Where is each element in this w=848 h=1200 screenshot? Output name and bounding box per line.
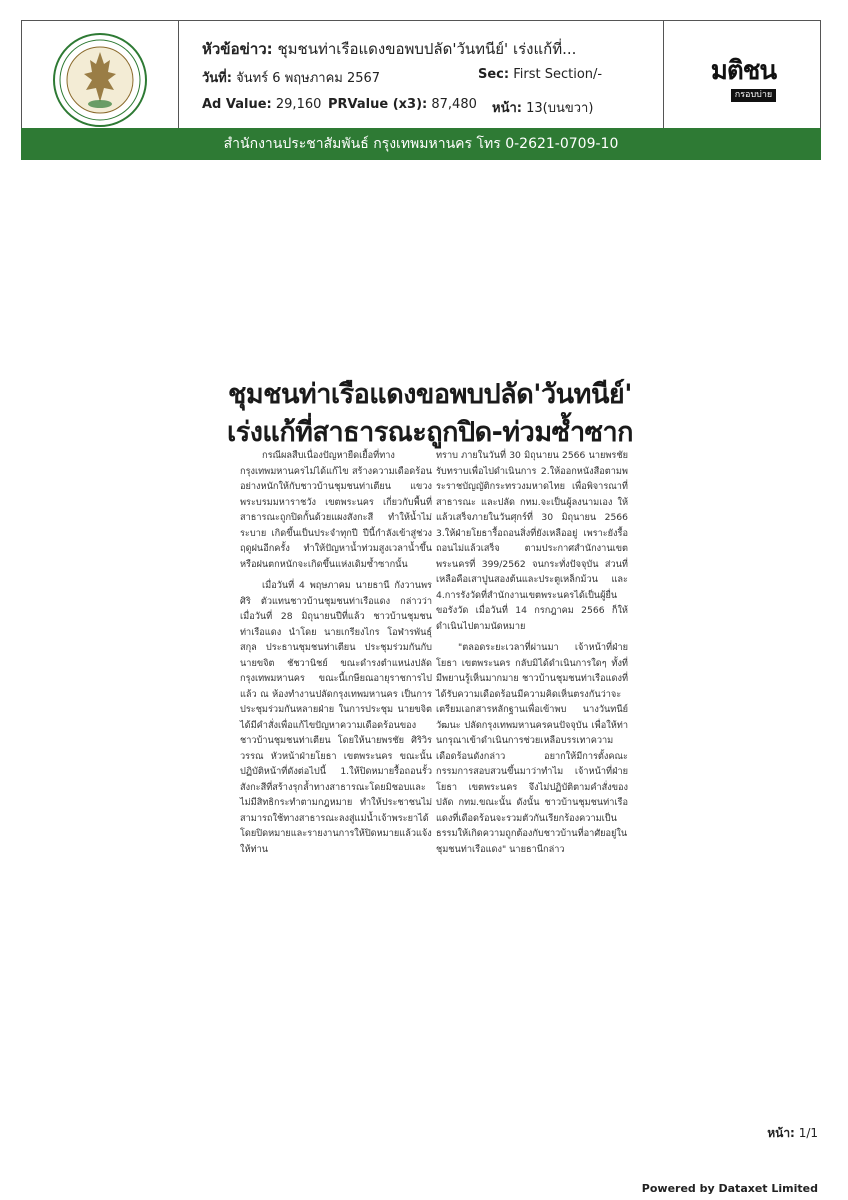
date-value: จันทร์ 6 พฤษภาคม 2567 xyxy=(236,71,381,86)
page-label: หน้า: xyxy=(492,101,522,116)
bma-seal-icon xyxy=(50,30,150,130)
article-column-right xyxy=(436,448,628,863)
publication-cell xyxy=(665,21,822,139)
publication-name: มติชน xyxy=(710,56,777,86)
article-paragraph: กรณีผลสืบเนื่องปัญหายืดเยื้อที่ทางกรุงเทพมหานครไม่ได้แก้ไข สร้างความเดือดร้อนอย่างหนักให้กับชาวบ้านชุมชนท่าเตียน แขวงพระบรมมหาราชวัง เขตพระนคร เกี่ยวกับพื้นที่สาธารณะถูกปิดกั้นด้วยแผงสังกะสี ทำให้น้ำไม่ระบาย เกิดขึ้นเป็นประจำทุกปี ปีนี้กำลังเข้าสู่ช่วงฤดูฝนอีกครั้ง ทำให้ปัญหาน้ำท่วมสูงเวลาน้ำขึ้นหรือฝนตกหนักจะเกิดขึ้นแห่งเดิมซ้ำซากนั้น xyxy=(240,450,432,570)
footer-page-label: หน้า: xyxy=(767,1126,795,1140)
article-headline-line-1: ชุมชนท่าเรือแดงขอพบปลัด'วันทนีย์' xyxy=(228,379,632,410)
date-label: วันที่: xyxy=(202,71,232,86)
footer-page-value: 1/1 xyxy=(798,1126,818,1140)
footer-page-count xyxy=(767,1124,818,1143)
pr-value-row xyxy=(328,97,477,112)
ad-value-row xyxy=(202,97,321,112)
bma-seal-cell xyxy=(22,21,179,139)
pr-value: 87,480 xyxy=(431,97,477,112)
ad-value: 29,160 xyxy=(275,97,322,112)
pr-value-label: PRValue (x3): xyxy=(328,97,428,112)
publication-logo xyxy=(711,58,776,102)
section-row xyxy=(478,67,602,82)
date-row xyxy=(202,67,380,88)
powered-by-text: Powered by Dataxet Limited xyxy=(641,1182,818,1195)
article-paragraph: "ตลอดระยะเวลาที่ผ่านมา เจ้าหน้าที่ฝ่ายโยธา เขตพระนคร กลับมิได้ดำเนินการใดๆ ทั้งที่มีพยานรู้เห็นมากมาย ชาวบ้านชุมชนท่าเรือแดงที่ได้รับความเดือดร้อนมีความคิดเห็นตรงกันว่าจะเตรียมเอกสารหลักฐานเพื่อเข้าพบ นางวันทนีย์ วัฒนะ ปลัดกรุงเทพมหานครคนปัจจุบัน เพื่อให้ท่านกรุณาเข้าดำเนินการช่วยเหลือบรรเทาความเดือดร้อนดังกล่าว อยากให้มีการตั้งคณะกรรมการสอบสวนขึ้นมาว่าทำไม เจ้าหน้าที่ฝ่ายโยธา เขตพระนคร จึงไม่ปฏิบัติตามคำสั่งของปลัด กทม.ขณะนั้น ดังนั้น ชาวบ้านชุมชนท่าเรือแดงที่เดือดร้อนจะรวมตัวกันเรียกร้องความเป็นธรรมให้เกิดความถูกต้องกับชาวบ้านที่อาศัยอยู่ในชุมชนท่าเรือแดง" นายธานีกล่าว xyxy=(436,642,628,855)
page-row xyxy=(492,97,593,118)
article-paragraph: เมื่อวันที่ 4 พฤษภาคม นายธานี กังวานพรศิริ ตัวแทนชาวบ้านชุมชนท่าเรือแดง กล่าวว่า เมื่อวันที่ 28 มิถุนายนปีที่แล้ว ชาวบ้านชุมชนท่าเรือแดง นำโดย นายเกรียงไกร โอฬารพันธุ์สกุล ประธานชุมชนท่าเตียน ประชุมร่วมกันกับ นายขจิต ชัชวานิชย์ ขณะดำรงตำแหน่งปลัดกรุงเทพมหานคร ขณะนี้เกษียณอายุราชการไปแล้ว ณ ห้องทำงานปลัดกรุงเทพมหานคร เป็นการประชุมร่วมกันหลายฝ่าย ในการประชุม นายขจิตได้มีคำสั่งเพื่อแก้ไขปัญหาความเดือดร้อนของชาวบ้านชุมชนท่าเตียน โดยให้นายพรชัย ศิริวิรวรรณ หัวหน้าฝ่ายโยธา เขตพระนคร ขณะนั้น ปฏิบัติหน้าที่ดังต่อไปนี้ 1.ให้ปิดหมายรื้อถอนรั้วสังกะสีที่สร้างรุกล้ำทางสาธารณะโดยมิชอบและไม่มีสิทธิกระทำตามกฎหมาย ทำให้ประชาชนไม่สามารถใช้ทางสาธารณะลงสู่แม่น้ำเจ้าพระยาได้ โดยปิดหมายและรายงานการให้ปิดหมายแล้วแจ้งให้ท่าน xyxy=(240,580,432,855)
section-label: Sec: xyxy=(478,67,510,82)
ad-value-label: Ad Value: xyxy=(202,97,272,112)
article-paragraph: ทราบ ภายในวันที่ 30 มิถุนายน 2566 นายพรชัยรับทราบเพื่อไปดำเนินการ 2.ให้ออกหนังสือตามพระราชบัญญัติกระทรวงมหาดไทย เพื่อพิจารณาที่สาธารณะ และปลัด กทม.จะเป็นผู้ลงนามเอง ให้แล้วเสร็จภายในวันศุกร์ที่ 30 มิถุนายน 2566 3.ให้ฝ่ายโยธารื้อถอนสิ่งที่ยังเหลืออยู่ เพราะยังรื้อถอนไม่แล้วเสร็จ ตามประกาศสำนักงานเขตพระนครที่ 399/2562 จนกระทั่งปัจจุบัน ส่วนที่เหลือคือเสาปูนสองต้นและประตูเหล็กม้วน และ 4.การรังวัดที่สำนักงานเขตพระนครได้เป็นผู้ยื่นขอรังวัด เมื่อวันที่ 14 กรกฎาคม 2566 ก็ให้ดำเนินไปตามนัดหมาย xyxy=(436,450,628,632)
news-title-value: ชุมชนท่าเรือแดงขอพบปลัด'วันทนีย์' เร่งแก้ที่... xyxy=(277,40,577,58)
section-value: First Section/- xyxy=(513,67,603,82)
article-headline-line-2: เร่งแก้ที่สาธารณะถูกปิด-ท่วมซ้ำซาก xyxy=(227,417,633,448)
clipping-info xyxy=(180,21,664,139)
news-title-row xyxy=(202,37,642,61)
article-column-left xyxy=(240,448,432,863)
page-value: 13(บนขวา) xyxy=(526,101,594,116)
publication-edition: กรอบบ่าย xyxy=(731,89,776,102)
clipping-header xyxy=(21,20,821,138)
office-banner: สำนักงานประชาสัมพันธ์ กรุงเทพมหานคร โทร 0-2621-0709-10 xyxy=(21,128,821,160)
news-title-label: หัวข้อข่าว: xyxy=(202,40,273,58)
